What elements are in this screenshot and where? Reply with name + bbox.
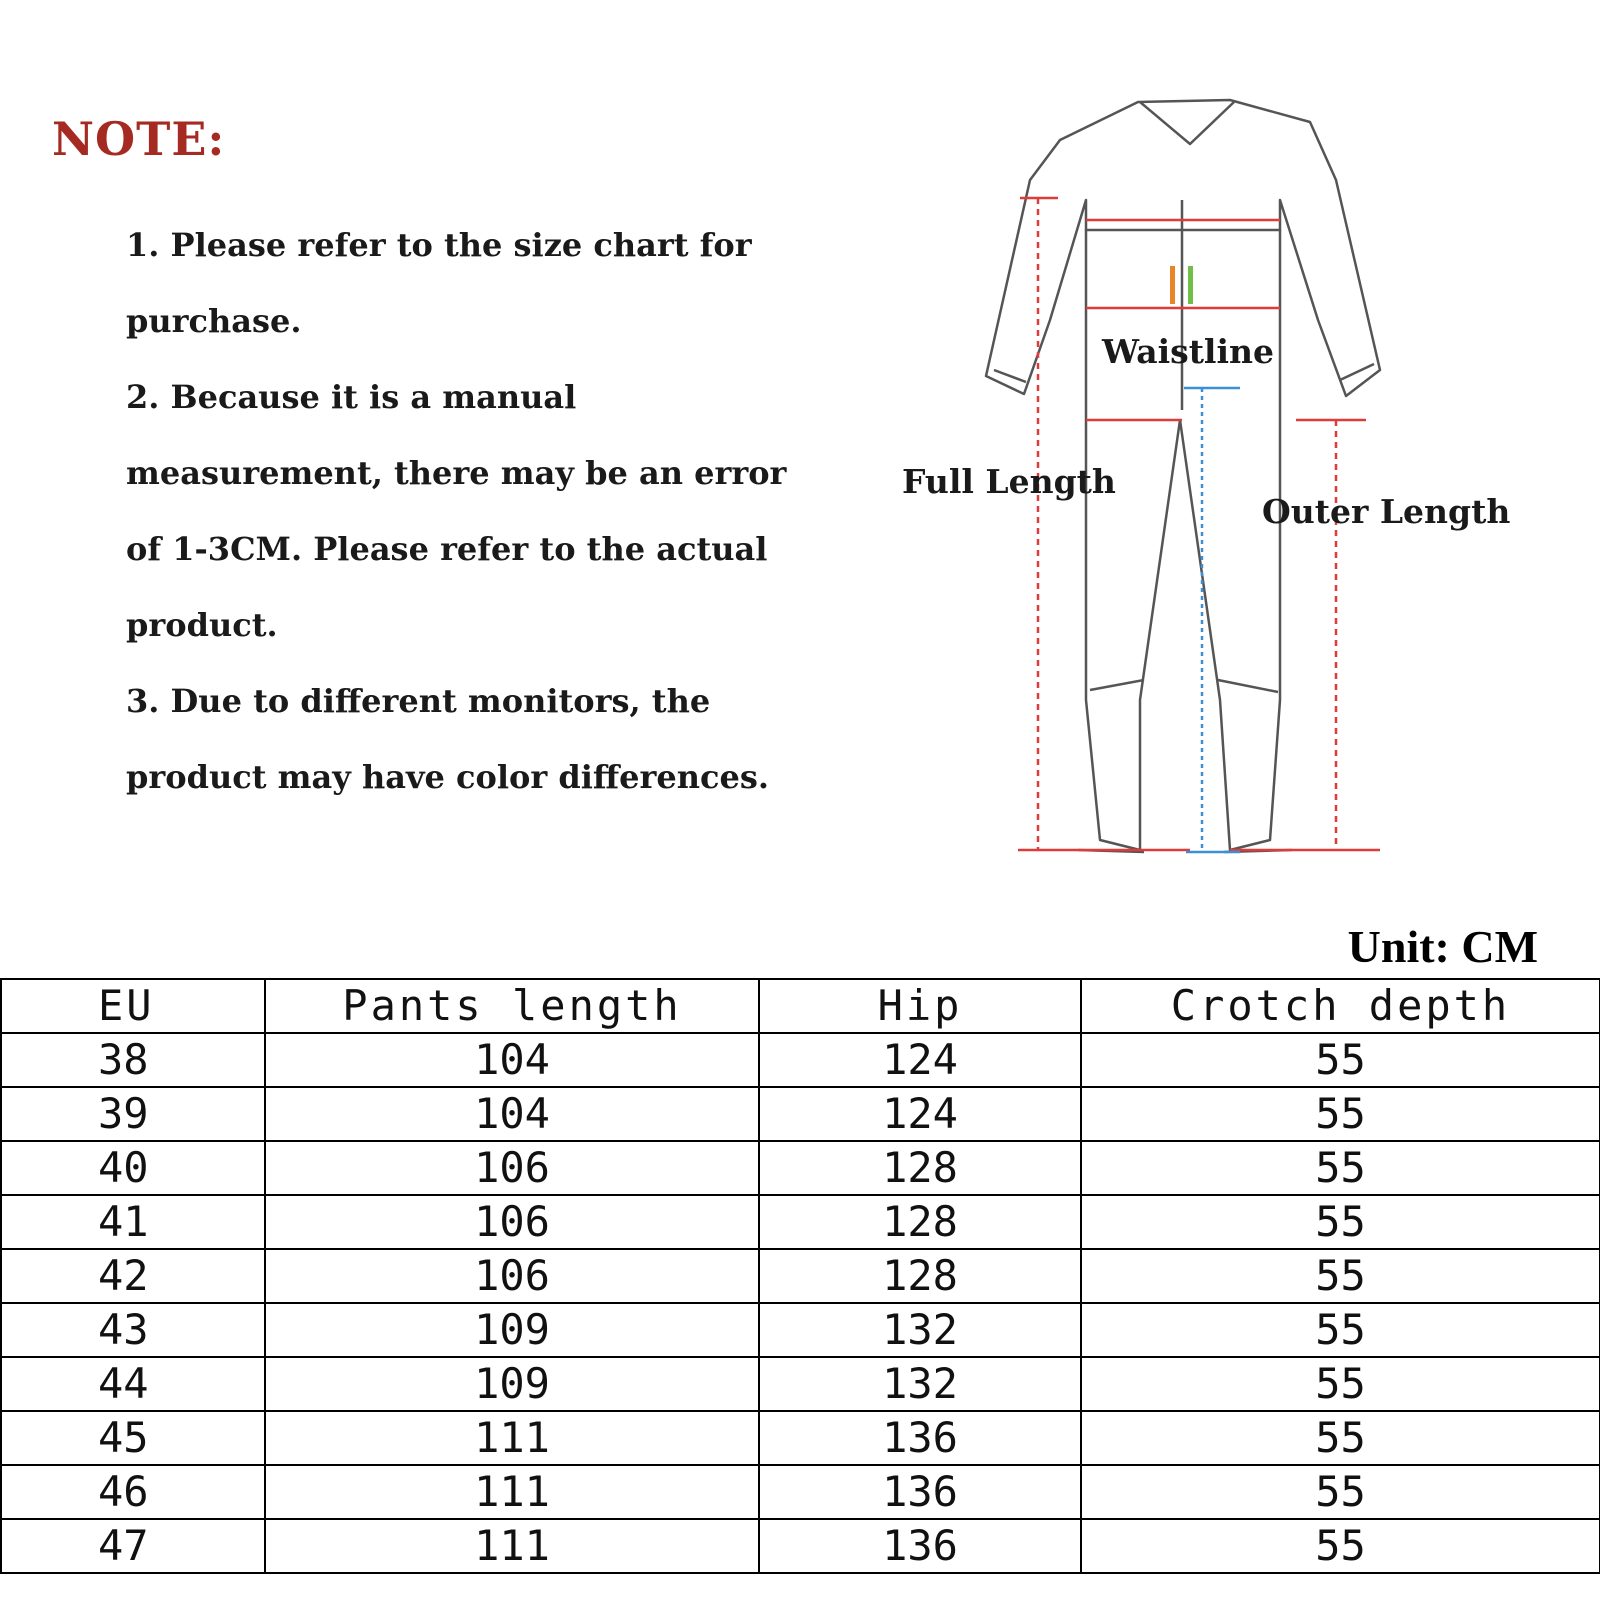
cell-pants-length: 106 bbox=[265, 1249, 759, 1303]
cell-eu: 44 bbox=[1, 1357, 265, 1411]
cell-pants-length: 106 bbox=[265, 1141, 759, 1195]
cell-pants-length: 111 bbox=[265, 1411, 759, 1465]
cell-crotch-depth: 55 bbox=[1081, 1195, 1600, 1249]
cell-pants-length: 104 bbox=[265, 1033, 759, 1087]
note-line: measurement, there may be an error bbox=[126, 454, 787, 492]
table-row bbox=[1, 1465, 1600, 1519]
cell-pants-length: 104 bbox=[265, 1087, 759, 1141]
cell-pants-length: 111 bbox=[265, 1519, 759, 1573]
cell-hip: 128 bbox=[759, 1249, 1081, 1303]
cell-crotch-depth: 55 bbox=[1081, 1303, 1600, 1357]
note-line: 2. Because it is a manual bbox=[126, 378, 577, 416]
cell-hip: 136 bbox=[759, 1519, 1081, 1573]
table-row bbox=[1, 1303, 1600, 1357]
table-row bbox=[1, 1357, 1600, 1411]
cell-hip: 136 bbox=[759, 1411, 1081, 1465]
cell-hip: 128 bbox=[759, 1195, 1081, 1249]
cell-pants-length: 109 bbox=[265, 1303, 759, 1357]
table-row bbox=[1, 1195, 1600, 1249]
cell-crotch-depth: 55 bbox=[1081, 1087, 1600, 1141]
cell-hip: 124 bbox=[759, 1087, 1081, 1141]
cell-pants-length: 106 bbox=[265, 1195, 759, 1249]
cell-hip: 124 bbox=[759, 1033, 1081, 1087]
cell-hip: 128 bbox=[759, 1141, 1081, 1195]
cell-eu: 39 bbox=[1, 1087, 265, 1141]
cell-hip: 132 bbox=[759, 1303, 1081, 1357]
cell-eu: 46 bbox=[1, 1465, 265, 1519]
header-eu: EU bbox=[1, 979, 265, 1033]
wader-measurement-diagram bbox=[900, 80, 1540, 900]
note-line: purchase. bbox=[126, 302, 302, 340]
table-row bbox=[1, 1033, 1600, 1087]
cell-hip: 132 bbox=[759, 1357, 1081, 1411]
table-row bbox=[1, 1411, 1600, 1465]
cell-eu: 40 bbox=[1, 1141, 265, 1195]
cell-eu: 42 bbox=[1, 1249, 265, 1303]
size-chart-table bbox=[0, 978, 1600, 1574]
note-line: of 1-3CM. Please refer to the actual bbox=[126, 530, 768, 568]
cell-crotch-depth: 55 bbox=[1081, 1357, 1600, 1411]
table-row bbox=[1, 1249, 1600, 1303]
cell-eu: 38 bbox=[1, 1033, 265, 1087]
note-title: NOTE: bbox=[52, 112, 226, 166]
outer-length-label: Outer Length bbox=[1262, 492, 1511, 531]
table-row bbox=[1, 1141, 1600, 1195]
waistline-label: Waistline bbox=[1102, 332, 1274, 371]
cell-crotch-depth: 55 bbox=[1081, 1033, 1600, 1087]
header-crotch-depth: Crotch depth bbox=[1081, 979, 1600, 1033]
cell-crotch-depth: 55 bbox=[1081, 1465, 1600, 1519]
cell-eu: 47 bbox=[1, 1519, 265, 1573]
cell-crotch-depth: 55 bbox=[1081, 1249, 1600, 1303]
table-header-row bbox=[1, 979, 1600, 1033]
cell-pants-length: 111 bbox=[265, 1465, 759, 1519]
cell-crotch-depth: 55 bbox=[1081, 1411, 1600, 1465]
cell-crotch-depth: 55 bbox=[1081, 1141, 1600, 1195]
unit-label: Unit: CM bbox=[1347, 921, 1538, 972]
table-row bbox=[1, 1519, 1600, 1573]
full-length-label: Full Length bbox=[902, 462, 1116, 501]
cell-eu: 41 bbox=[1, 1195, 265, 1249]
cell-eu: 43 bbox=[1, 1303, 265, 1357]
cell-hip: 136 bbox=[759, 1465, 1081, 1519]
note-line: 1. Please refer to the size chart for bbox=[126, 226, 752, 264]
table-row bbox=[1, 1087, 1600, 1141]
cell-pants-length: 109 bbox=[265, 1357, 759, 1411]
note-line: product may have color differences. bbox=[126, 758, 770, 796]
header-pants-length: Pants length bbox=[265, 979, 759, 1033]
cell-eu: 45 bbox=[1, 1411, 265, 1465]
cell-crotch-depth: 55 bbox=[1081, 1519, 1600, 1573]
header-hip: Hip bbox=[759, 979, 1081, 1033]
note-line: product. bbox=[126, 606, 278, 644]
note-line: 3. Due to different monitors, the bbox=[126, 682, 711, 720]
